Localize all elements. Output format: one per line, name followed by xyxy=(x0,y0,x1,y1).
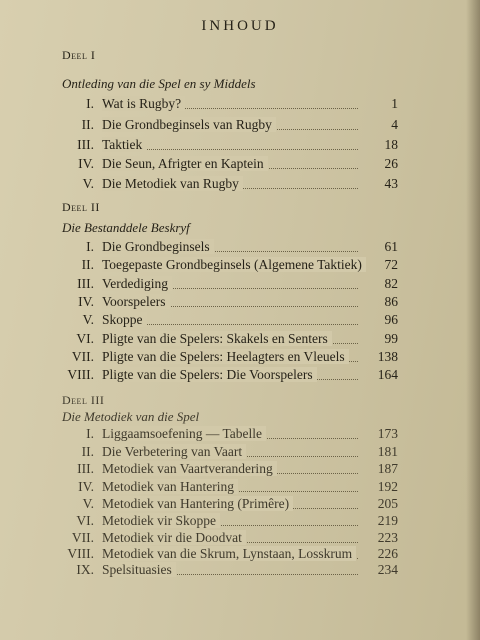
entry-page: 18 xyxy=(384,137,398,152)
entry-page: 205 xyxy=(377,496,398,511)
entry-page: 43 xyxy=(384,176,398,191)
entry-title: Pligte van die Spelers: Heelagters en Vleuels xyxy=(102,349,349,364)
entry-number: III. xyxy=(77,137,94,152)
toc-entry[interactable] xyxy=(60,330,398,348)
toc-entry[interactable] xyxy=(60,561,398,579)
entry-page: 138 xyxy=(377,349,398,364)
entry-title: Die Metodiek van Rugby xyxy=(102,176,243,191)
entry-page: 86 xyxy=(384,294,398,309)
entry-number: VI. xyxy=(76,331,94,346)
entry-title: Die Seun, Afrigter en Kaptein xyxy=(102,156,268,171)
toc-entry[interactable] xyxy=(60,348,398,366)
toc-entry[interactable] xyxy=(60,116,398,134)
entry-number: III. xyxy=(77,276,94,291)
entry-number: VIII. xyxy=(67,546,94,561)
entry-title: Die Verbetering van Vaart xyxy=(102,444,246,459)
entry-page: 4 xyxy=(391,117,398,132)
entry-page: 164 xyxy=(377,367,398,382)
entry-title: Die Grondbeginsels van Rugby xyxy=(102,117,276,132)
toc-entry[interactable] xyxy=(60,95,398,113)
toc-entry[interactable] xyxy=(60,293,398,311)
entry-title: Die Grondbeginsels xyxy=(102,239,214,254)
toc-entry[interactable] xyxy=(60,478,398,496)
entry-title: Toegepaste Grondbeginsels (Algemene Taktiek) xyxy=(102,257,366,272)
entry-number: V. xyxy=(82,312,94,327)
entry-number: III. xyxy=(77,461,94,476)
entry-title: Metodiek vir Skoppe xyxy=(102,513,220,528)
entry-number: I. xyxy=(86,96,94,111)
entry-title: Metodiek van Hantering xyxy=(102,479,238,494)
part-subtitle: Ontleding van die Spel en sy Middels xyxy=(62,76,256,91)
entry-number: II. xyxy=(81,444,94,459)
entry-title: Metodiek van Vaartverandering xyxy=(102,461,277,476)
entry-page: 173 xyxy=(377,426,398,441)
part-label: Deel II xyxy=(62,200,100,214)
toc-entry[interactable] xyxy=(60,460,398,478)
entry-page: 82 xyxy=(384,276,398,291)
entry-title: Voorspelers xyxy=(102,294,170,309)
entry-title: Metodiek van Hantering (Primêre) xyxy=(102,496,293,511)
entry-number: V. xyxy=(82,176,94,191)
entry-title: Metodiek vir die Doodvat xyxy=(102,530,246,545)
entry-number: VII. xyxy=(71,530,94,545)
toc-entry[interactable] xyxy=(60,425,398,443)
part-label: Deel I xyxy=(62,48,96,62)
entry-title: Metodiek van die Skrum, Lynstaan, Losskrum xyxy=(102,546,356,561)
entry-number: IV. xyxy=(78,156,94,171)
entry-title: Liggaamsoefening — Tabelle xyxy=(102,426,266,441)
page-title: INHOUD xyxy=(201,18,279,34)
entry-title: Verdediging xyxy=(102,276,172,291)
entry-page: 223 xyxy=(377,530,398,545)
entry-title: Skoppe xyxy=(102,312,147,327)
toc-entry[interactable] xyxy=(60,136,398,154)
toc-entry[interactable] xyxy=(60,443,398,461)
entry-number: IX. xyxy=(76,562,94,577)
entry-page: 99 xyxy=(384,331,398,346)
part-subtitle: Die Bestanddele Beskryf xyxy=(62,220,190,235)
entry-title: Taktiek xyxy=(102,137,146,152)
entry-title: Wat is Rugby? xyxy=(102,96,185,111)
entry-page: 72 xyxy=(384,257,398,272)
entry-page: 96 xyxy=(384,312,398,327)
entry-number: VI. xyxy=(76,513,94,528)
entry-page: 26 xyxy=(384,156,398,171)
entry-number: V. xyxy=(82,496,94,511)
toc-entry[interactable] xyxy=(60,256,398,274)
entry-number: VII. xyxy=(71,349,94,364)
entry-page: 192 xyxy=(377,479,398,494)
entry-number: II. xyxy=(81,257,94,272)
part-subtitle: Die Metodiek van die Spel xyxy=(62,409,200,424)
toc-entry[interactable] xyxy=(60,155,398,173)
entry-page: 1 xyxy=(391,96,398,111)
toc-entry[interactable] xyxy=(60,495,398,513)
toc-entry[interactable] xyxy=(60,275,398,293)
toc-entry[interactable] xyxy=(60,311,398,329)
toc-entry[interactable] xyxy=(60,238,398,256)
entry-number: VIII. xyxy=(67,367,94,382)
entry-page: 61 xyxy=(384,239,398,254)
toc-entry[interactable] xyxy=(60,175,398,193)
entry-title: Pligte van die Spelers: Die Voorspelers xyxy=(102,367,317,382)
entry-number: II. xyxy=(81,117,94,132)
entry-page: 187 xyxy=(377,461,398,476)
toc-entry[interactable] xyxy=(60,512,398,530)
entry-page: 219 xyxy=(377,513,398,528)
entry-title: Pligte van die Spelers: Skakels en Senters xyxy=(102,331,332,346)
toc-entry[interactable] xyxy=(60,366,398,384)
part-label: Deel III xyxy=(62,393,105,407)
entry-number: IV. xyxy=(78,294,94,309)
entry-page: 181 xyxy=(377,444,398,459)
entry-number: I. xyxy=(86,426,94,441)
entry-number: IV. xyxy=(78,479,94,494)
entry-title: Spelsituasies xyxy=(102,562,176,577)
entry-page: 234 xyxy=(377,562,398,577)
entry-number: I. xyxy=(86,239,94,254)
entry-page: 226 xyxy=(377,546,398,561)
